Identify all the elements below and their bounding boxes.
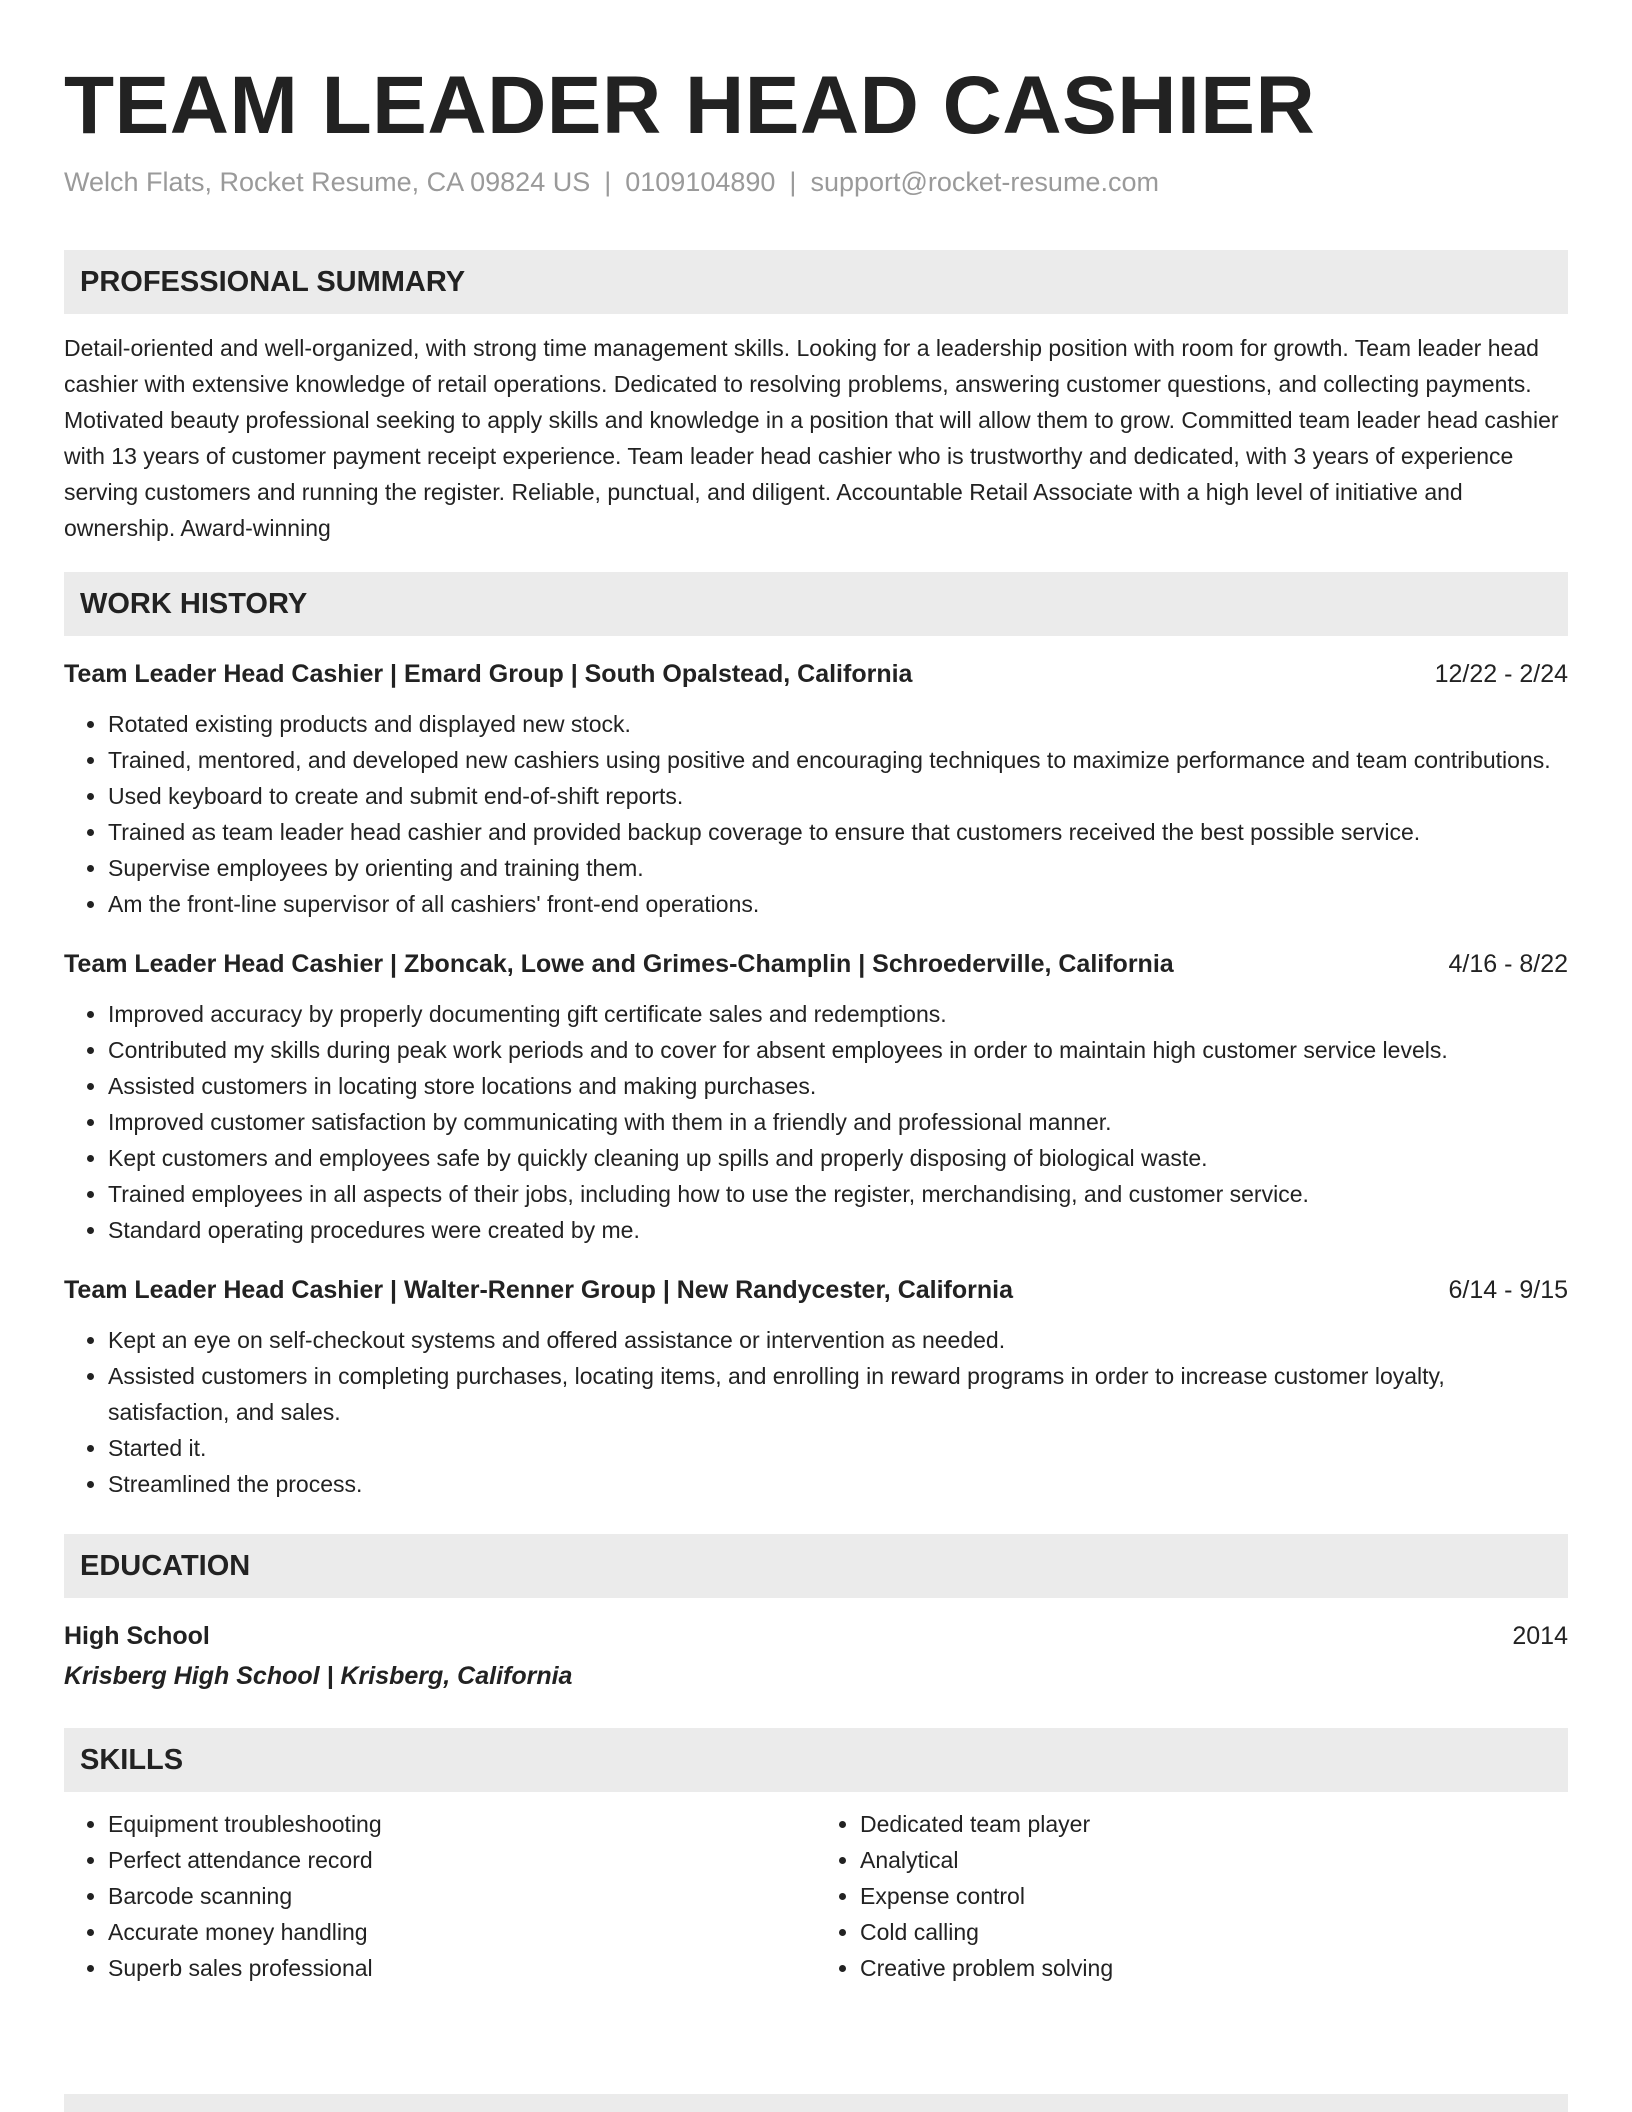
skills-column-right: [816, 1806, 1568, 1986]
section-header-summary: PROFESSIONAL SUMMARY: [64, 250, 1568, 314]
resume-content: [64, 58, 1568, 1986]
job-bullet: • Standard operating procedures were created by me.: [108, 1212, 1568, 1248]
job-header: [64, 1272, 1568, 1308]
job-bullet: • Kept an eye on self-checkout systems and offered assistance or intervention as needed.: [108, 1322, 1568, 1358]
job-bullet: • Am the front-line supervisor of all cashiers' front-end operations.: [108, 886, 1568, 922]
contact-phone: 0109104890: [625, 167, 776, 197]
job-bullets: [64, 706, 1568, 922]
skill-item: • Creative problem solving: [860, 1950, 1568, 1986]
job-bullet: • Trained as team leader head cashier and provided backup coverage to ensure that customers received the best possible service.: [108, 814, 1568, 850]
skill-item: • Barcode scanning: [108, 1878, 816, 1914]
skills-column-left: [64, 1806, 816, 1986]
skill-item: • Perfect attendance record: [108, 1842, 816, 1878]
skill-item: • Equipment troubleshooting: [108, 1806, 816, 1842]
education-school: Krisberg High School | Krisberg, California: [64, 1662, 573, 1690]
education-header: [64, 1618, 1568, 1654]
job-heading: Team Leader Head Cashier | Emard Group | South Opalstead, California: [64, 660, 913, 688]
contact-line: [64, 164, 1568, 200]
job-header: [64, 656, 1568, 692]
section-header-cut-off: [64, 2094, 1568, 2112]
job-heading: Team Leader Head Cashier | Walter-Renner Group | New Randycester, California: [64, 1276, 1013, 1304]
job-bullet: • Improved accuracy by properly documenting gift certificate sales and redemptions.: [108, 996, 1568, 1032]
job-bullet: • Kept customers and employees safe by quickly cleaning up spills and properly disposing of biological waste.: [108, 1140, 1568, 1176]
job-bullet: • Trained employees in all aspects of their jobs, including how to use the register, merchandising, and customer service.: [108, 1176, 1568, 1212]
contact-address: Welch Flats, Rocket Resume, CA 09824 US: [64, 167, 591, 197]
job-bullets: [64, 1322, 1568, 1502]
contact-separator: |: [789, 167, 797, 197]
education-year: 2014: [1512, 1622, 1568, 1650]
skills-grid: [64, 1806, 1568, 1986]
job-bullet: • Used keyboard to create and submit end-of-shift reports.: [108, 778, 1568, 814]
job-entry: [64, 656, 1568, 922]
job-bullet: • Streamlined the process.: [108, 1466, 1568, 1502]
job-entry: [64, 1272, 1568, 1502]
job-dates: 6/14 - 9/15: [1448, 1276, 1568, 1304]
skill-item: • Cold calling: [860, 1914, 1568, 1950]
resume-name: TEAM LEADER HEAD CASHIER: [64, 60, 1316, 151]
job-dates: 4/16 - 8/22: [1448, 950, 1568, 978]
job-bullet: • Supervise employees by orienting and training them.: [108, 850, 1568, 886]
skill-item: • Expense control: [860, 1878, 1568, 1914]
job-entry: [64, 946, 1568, 1248]
section-header-work-history: WORK HISTORY: [64, 572, 1568, 636]
job-bullet: • Rotated existing products and displayed new stock.: [108, 706, 1568, 742]
skill-item: • Superb sales professional: [108, 1950, 816, 1986]
job-heading: Team Leader Head Cashier | Zboncak, Lowe and Grimes-Champlin | Schroederville, California: [64, 950, 1174, 978]
skill-item: • Dedicated team player: [860, 1806, 1568, 1842]
job-bullet: • Started it.: [108, 1430, 1568, 1466]
job-bullet: • Assisted customers in locating store locations and making purchases.: [108, 1068, 1568, 1104]
skill-item: • Analytical: [860, 1842, 1568, 1878]
job-bullet: • Improved customer satisfaction by communicating with them in a friendly and professional manner.: [108, 1104, 1568, 1140]
contact-separator: |: [604, 167, 612, 197]
contact-email: support@rocket-resume.com: [810, 167, 1159, 197]
education-entry: [64, 1618, 1568, 1694]
job-bullets: [64, 996, 1568, 1248]
section-header-skills: SKILLS: [64, 1728, 1568, 1792]
summary-text: Detail-oriented and well-organized, with strong time management skills. Looking for a leadership position with room for growth. Team leader head cashier with extensive knowledge of retail operations. Dedicated to resolving problems, answering customer questions, and collecting payments. Motivated beauty professional seeking to apply skills and knowledge in a position that will allow them to grow. Committed team leader head cashier with 13 years of customer payment receipt experience. Team leader head cashier who is trustworthy and dedicated, with 3 years of experience serving customers and running the register. Reliable, punctual, and diligent. Accountable Retail Associate with a high level of initiative and ownership. Award-winning: [64, 335, 1559, 541]
education-degree: High School: [64, 1622, 210, 1650]
work-history-list: [64, 656, 1568, 1502]
section-header-education: EDUCATION: [64, 1534, 1568, 1598]
job-bullet: • Assisted customers in completing purchases, locating items, and enrolling in reward programs in order to increase customer loyalty, satisfaction, and sales.: [108, 1358, 1568, 1430]
skill-item: • Accurate money handling: [108, 1914, 816, 1950]
job-header: [64, 946, 1568, 982]
job-dates: 12/22 - 2/24: [1434, 660, 1568, 688]
job-bullet: • Trained, mentored, and developed new cashiers using positive and encouraging techniques to maximize performance and team contributions.: [108, 742, 1568, 778]
job-bullet: • Contributed my skills during peak work periods and to cover for absent employees in order to maintain high customer service levels.: [108, 1032, 1568, 1068]
